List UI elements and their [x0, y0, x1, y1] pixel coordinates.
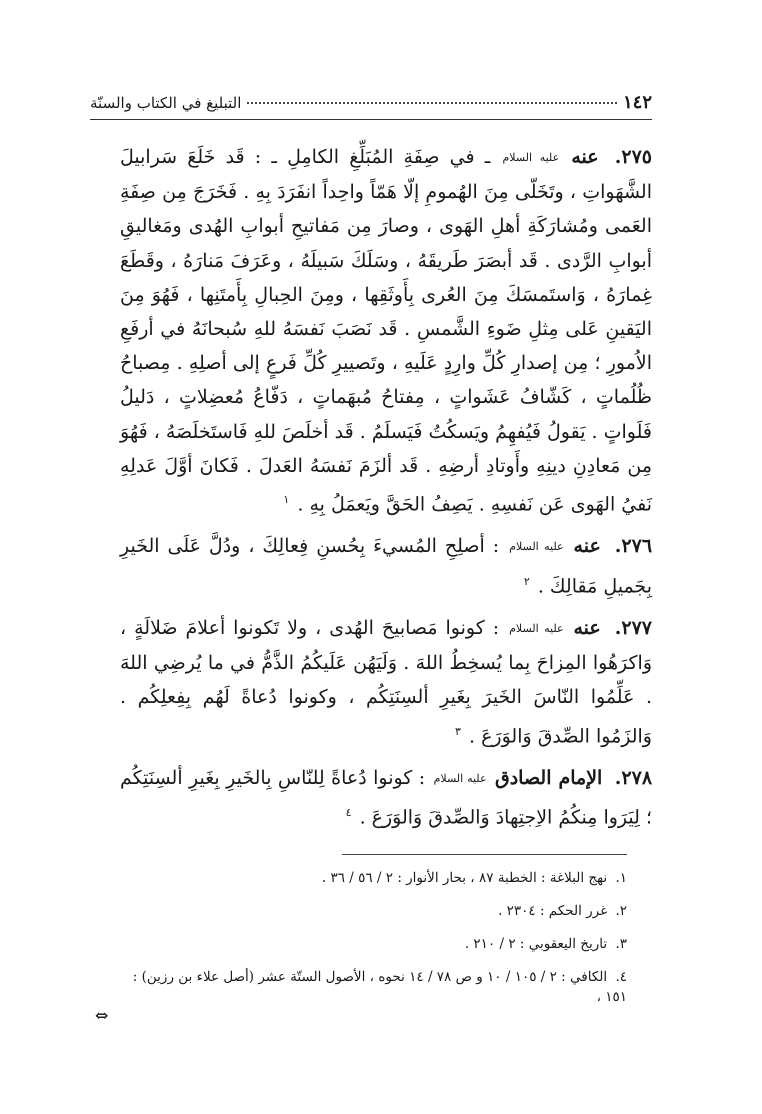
footnote-1 [120, 868, 627, 888]
footnote-ref: ١ [283, 492, 290, 506]
hadith-number: ٢٧٨. [614, 767, 653, 790]
hadith-number: ٢٧٧. [614, 617, 652, 640]
header-leader-dots [247, 102, 617, 104]
hadith-speaker: عنه [573, 535, 601, 558]
continuation-arrow-icon: ⇔ [95, 1006, 109, 1025]
footnote-4 [120, 967, 627, 1007]
footnote-number: ٣. [615, 936, 627, 952]
hadith-277 [120, 611, 652, 753]
honorific-symbol-icon: عليه السلام [509, 540, 564, 554]
footnote-3 [120, 934, 627, 954]
hadith-number: ٢٧٥. [614, 146, 652, 168]
footnote-separator [342, 854, 627, 855]
running-title: التبليغ في الكتاب والسنّة [90, 94, 242, 112]
footnote-ref: ٤ [345, 806, 352, 820]
page-number: ١٤٢ [622, 92, 652, 113]
footnote-text: غرر الحكم : ٢٣٠٤ . [498, 903, 608, 919]
footnote-number: ١. [615, 870, 627, 886]
honorific-symbol-icon: عليه السلام [502, 150, 560, 164]
hadith-number: ٢٧٦. [614, 535, 653, 558]
hadith-speaker: الإمام الصادق [494, 767, 603, 790]
hadith-276 [120, 529, 652, 603]
footnote-ref: ٢ [523, 574, 530, 588]
footnote-text: الكافي : ٢ / ١٠٥ / ١٠ و ص ٧٨ / ١٤ نحوه ، الأصول الستّة عشر (أصل علاء بن رزين) : ١٥١ ، [132, 969, 627, 1005]
hadith-text: : كونوا مَصابيحَ الهُدى ، ولا تَكونوا أعلامَ ضَلالَةٍ ، وَاكرَهُوا المِزاحَ بِما يُسخِطُ اللهَ . وَلَيَهُن عَلَيكُمُ الذَّمُّ في ما يُرضِي اللهَ . عَلِّمُوا النّاسَ الخَيرَ بِغَيرِ ألسِنَتِكُم ، وكونوا دُعاةً لَهُم بِفِعلِكُم . وَالزَمُوا الصِّدقَ وَالوَرَعَ . [120, 617, 652, 747]
footnote-ref: ٣ [455, 724, 461, 738]
footnote-text: تاريخ اليعقوبي : ٢ / ٢١٠ . [464, 936, 608, 952]
page-header [90, 92, 652, 120]
hadith-speaker: عنه [571, 146, 599, 168]
hadith-text: : أصلِحِ المُسيءَ بِحُسنِ فِعالِكَ ، ودُلَّ عَلَى الخَيرِ بِجَميلِ مَقالِكَ . [120, 535, 652, 597]
hadith-278 [120, 761, 652, 835]
honorific-symbol-icon: عليه السلام [509, 621, 564, 635]
honorific-symbol-icon: عليه السلام [433, 772, 487, 785]
hadith-text: : كونوا دُعاةً لِلنّاسِ بِالخَيرِ بِغَيرِ ألسِنَتِكُم ؛ لِيَرَوا مِنكُمُ الاِجتِهادَ وَالصِّدقَ وَالوَرَعَ . [120, 767, 652, 829]
footnotes [120, 868, 627, 1020]
footnote-number: ٤. [615, 969, 627, 985]
footnote-2 [120, 901, 627, 921]
footnote-number: ٢. [615, 903, 627, 919]
footnote-text: نهج البلاغة : الخطبة ٨٧ ، بحار الأنوار : ٢ / ٥٦ / ٣٦ . [321, 870, 608, 886]
main-text [120, 140, 652, 843]
hadith-speaker: عنه [573, 617, 601, 640]
hadith-text: ـ في صِفَةِ المُبَلِّغِ الكامِلِ ـ : قَد خَلَعَ سَرابيلَ الشَّهَواتِ ، وتَخَلّى مِنَ الهُمومِ إلّا هَمّاً واحِداً انفَرَدَ بِهِ . فَخَرَجَ مِن صِفَةِ العَمى ومُشارَكَةِ أهلِ الهَوى ، وصارَ مِن مَفاتيحِ أبوابِ الهُدى ومَغاليقِ أبوابِ الرَّدى . قَد أبصَرَ طَريقَهُ ، وسَلَكَ سَبيلَهُ ، وعَرَفَ مَنارَهُ ، وقَطَعَ غِمارَهُ ، وَاستَمسَكَ مِنَ العُرى بِأَوثَقِها ، ومِنَ الحِبالِ بِأَمتَنِها ، فَهُوَ مِنَ اليَقينِ عَلى مِثلِ ضَوءِ الشَّمسِ . قَد نَصَبَ نَفسَهُ للهِ سُبحانَهُ في أرفَعِ الاُمورِ ؛ مِن إصدارِ كُلِّ وارِدٍ عَلَيهِ ، وتَصييرِ كُلِّ فَرعٍ إلى أصلِهِ . مِصباحُ ظُلُماتٍ ، كَشّافُ عَشَواتٍ ، مِفتاحُ مُبهَماتٍ ، دَفّاعُ مُعضِلاتٍ ، دَليلُ فَلَواتٍ . يَقولُ فَيُفهِمُ ويَسكُتُ فَيَسلَمُ . قَد أخلَصَ للهِ فَاستَخلَصَهُ ، فَهُوَ مِن مَعادِنِ دينِهِ وأَوتادِ أرضِهِ . قَد ألزَمَ نَفسَهُ العَدلَ . فَكانَ أوَّلَ عَدلِهِ نَفيُ الهَوى عَن نَفسِهِ . يَصِفُ الحَقَّ ويَعمَلُ بِهِ . [120, 146, 652, 516]
hadith-275 [120, 140, 652, 521]
